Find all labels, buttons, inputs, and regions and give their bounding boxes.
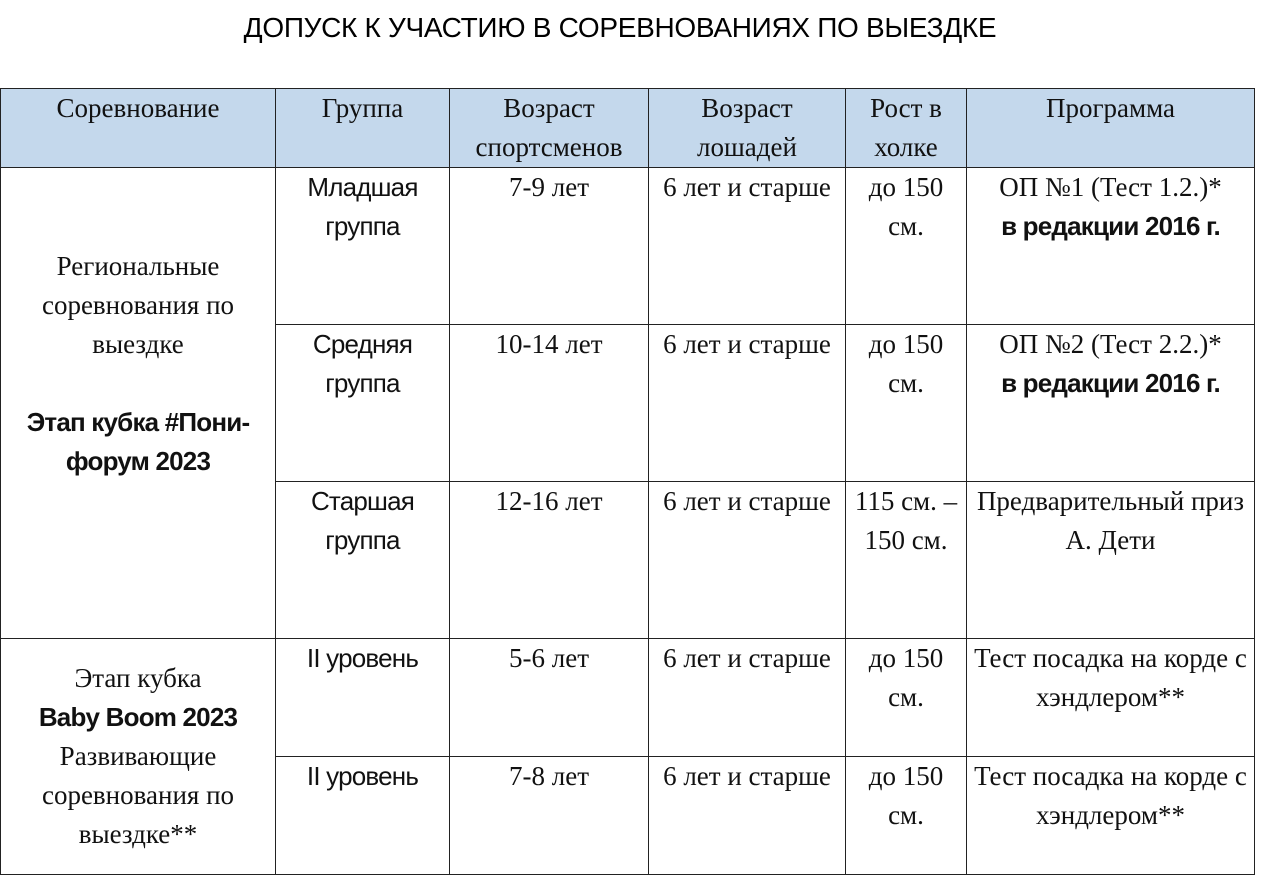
horse-age-cell: 6 лет и старше bbox=[649, 757, 846, 875]
program-edition: в редакции 2016 г. bbox=[1001, 368, 1220, 398]
program-name: ОП №1 (Тест 1.2.)* bbox=[999, 172, 1222, 202]
competition-name: Региональные соревнования по выездке bbox=[41, 251, 235, 359]
page-title: ДОПУСК К УЧАСТИЮ В СОРЕВНОВАНИЯХ ПО ВЫЕЗДКЕ bbox=[243, 12, 997, 43]
horse-age-cell: 6 лет и старше bbox=[649, 168, 846, 325]
competition-cell-regional bbox=[1, 168, 276, 639]
table-header-row bbox=[1, 89, 1255, 168]
cup-name: Этап кубка #Пони-форум 2023 bbox=[26, 407, 250, 476]
rider-age-cell: 7-8 лет bbox=[450, 757, 649, 875]
cup-name: Baby Boom 2023 bbox=[38, 702, 238, 732]
program-name: ОП №2 (Тест 2.2.)* bbox=[999, 329, 1222, 359]
cup-prefix: Этап кубка bbox=[74, 663, 202, 693]
competition-name: Развивающие соревнования по выездке** bbox=[41, 741, 235, 849]
group-cell: Средняя группа bbox=[276, 325, 450, 482]
header-group: Группа bbox=[276, 89, 450, 168]
group-cell: Младшая группа bbox=[276, 168, 450, 325]
header-program: Программа bbox=[967, 89, 1255, 168]
group-cell: Старшая группа bbox=[276, 482, 450, 639]
program-cell: Тест посадка на корде с хэндлером** bbox=[967, 757, 1255, 875]
program-cell: Тест посадка на корде с хэндлером** bbox=[967, 639, 1255, 757]
rider-age-cell: 5-6 лет bbox=[450, 639, 649, 757]
program-cell bbox=[967, 325, 1255, 482]
horse-age-cell: 6 лет и старше bbox=[649, 482, 846, 639]
table-row bbox=[1, 168, 1255, 325]
competition-cell-developmental bbox=[1, 639, 276, 875]
header-rider-age: Возраст спортсменов bbox=[450, 89, 649, 168]
rider-age-cell: 7-9 лет bbox=[450, 168, 649, 325]
horse-age-cell: 6 лет и старше bbox=[649, 639, 846, 757]
header-height: Рост в холке bbox=[846, 89, 967, 168]
group-cell: II уровень bbox=[276, 757, 450, 875]
height-cell: до 150 см. bbox=[846, 757, 967, 875]
height-cell: до 150 см. bbox=[846, 168, 967, 325]
height-cell: до 150 см. bbox=[846, 639, 967, 757]
height-cell: 115 см. – 150 см. bbox=[846, 482, 967, 639]
table-row bbox=[1, 639, 1255, 757]
rider-age-cell: 12-16 лет bbox=[450, 482, 649, 639]
program-edition: в редакции 2016 г. bbox=[1001, 211, 1220, 241]
header-horse-age: Возраст лошадей bbox=[649, 89, 846, 168]
program-cell bbox=[967, 168, 1255, 325]
admission-table bbox=[0, 88, 1255, 875]
horse-age-cell: 6 лет и старше bbox=[649, 325, 846, 482]
height-cell: до 150 см. bbox=[846, 325, 967, 482]
rider-age-cell: 10-14 лет bbox=[450, 325, 649, 482]
header-competition: Соревнование bbox=[1, 89, 276, 168]
group-cell: II уровень bbox=[276, 639, 450, 757]
program-cell: Предварительный приз А. Дети bbox=[967, 482, 1255, 639]
